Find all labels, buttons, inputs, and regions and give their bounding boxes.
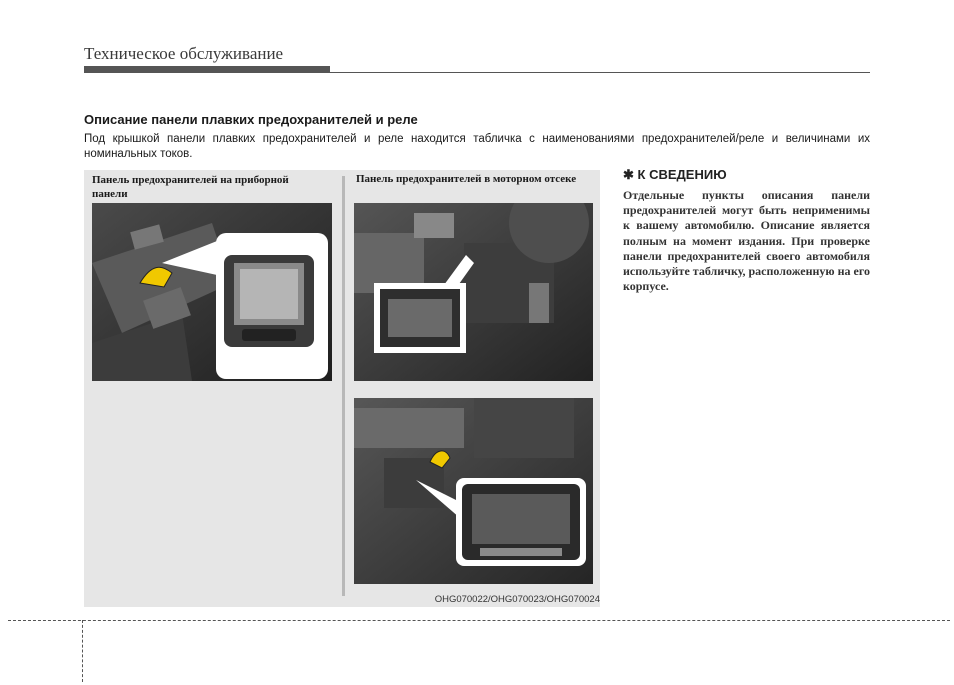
engine-fuse-box-detail-photo (354, 398, 593, 584)
figure-label-engine-compartment: Панель предохранителей в моторном отсеке (356, 173, 577, 185)
header-accent-bar (84, 66, 330, 73)
notice-title: К СВЕДЕНИЮ (637, 167, 727, 182)
figure-code: OHG070022/OHG070023/OHG070024 (434, 594, 600, 605)
section-intro: Под крышкой панели плавких предохранителей и реле находится табличка с наименованиями предохранителей/реле и величинами их номинальных токов. (84, 133, 870, 160)
figure-label-instrument-panel: Панель предохранителей на приборной панели (92, 174, 289, 200)
asterisk-icon: ✱ (623, 167, 634, 182)
engine-compartment-fuse-photo (354, 203, 593, 381)
instrument-panel-fuse-photo (92, 203, 332, 381)
page-guide-vertical (82, 620, 83, 682)
notice-heading (623, 167, 727, 183)
page-guide-horizontal (8, 620, 950, 621)
page-header-title: Техническое обслуживание (84, 44, 284, 63)
section-title: Описание панели плавких предохранителей и реле (84, 112, 418, 127)
header-rule (330, 72, 870, 73)
figure-divider (342, 176, 345, 596)
notice-text: Отдельные пункты описания панели предохранителей могут быть неприменимы к вашему автомобилю. Описание является полным на момент издания. При проверке панели предохранителей своего автомобиля используйте табличку, расположенную на его корпусе. (623, 188, 870, 294)
